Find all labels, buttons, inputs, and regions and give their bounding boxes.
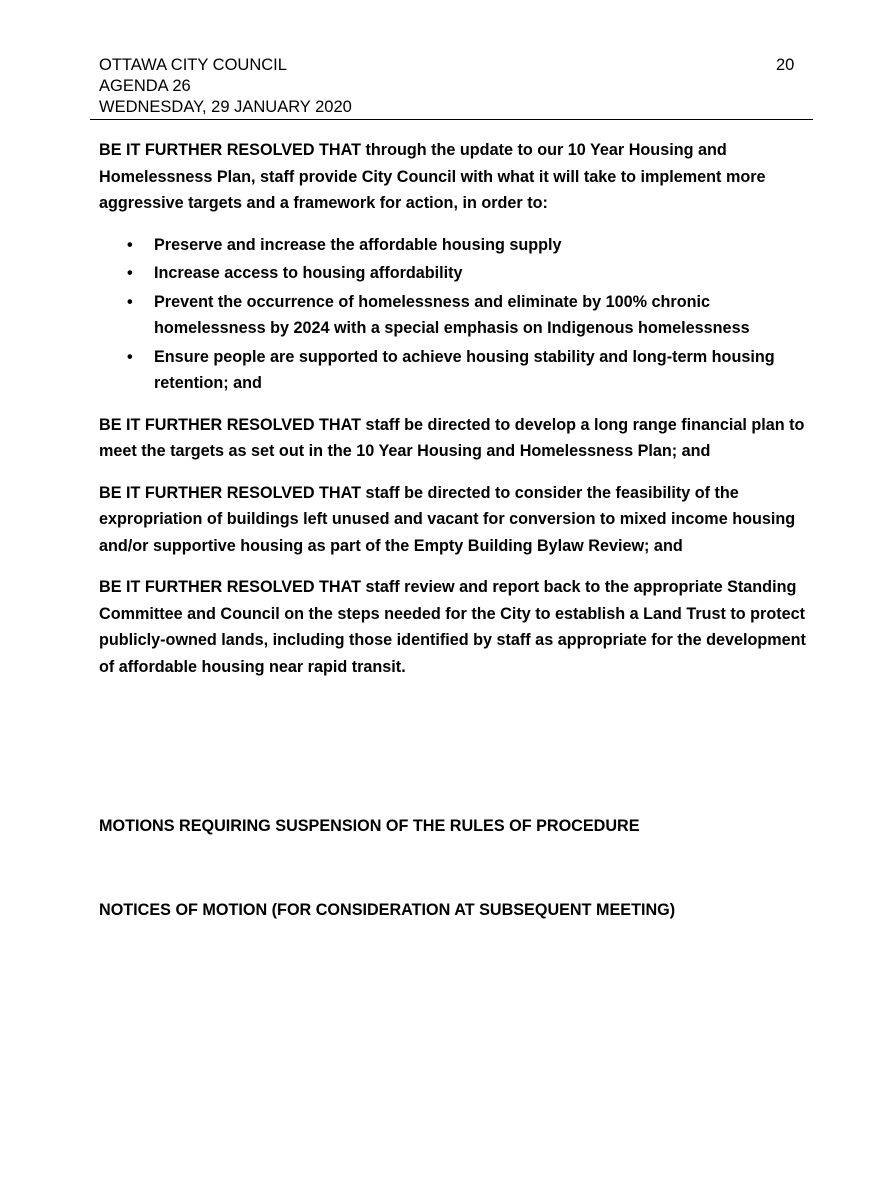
header-agenda: AGENDA 26 [99, 77, 191, 95]
bullet-icon: • [127, 264, 133, 282]
list-item [99, 232, 794, 259]
bullet-icon: • [127, 235, 133, 254]
resolution-intro [99, 137, 814, 217]
list-item-text: Increase access to housing affordability [154, 264, 463, 282]
document-body [99, 137, 814, 695]
list-item-text: Prevent the occurrence of homelessness and eliminate by 100% chronic homelessness by 2024 with a special emphasis on Indigenous homelessness [154, 292, 750, 337]
bullet-icon: • [127, 292, 133, 311]
resolution-text: through the update to our 10 Year Housing and Homelessness Plan, staff provide City Council with what it will take to implement more aggressive targets and a framework for action, in order to: [99, 141, 766, 212]
bullet-list [99, 232, 814, 397]
page-header [99, 55, 799, 118]
resolution-lead: BE IT FURTHER RESOLVED THAT [99, 415, 361, 434]
resolution-lead: BE IT FURTHER RESOLVED THAT [99, 578, 361, 596]
resolution-land-trust [99, 574, 814, 680]
list-item [99, 260, 794, 287]
resolution-text: staff be directed to consider the feasibility of the expropriation of buildings left unused and vacant for conversion to mixed income housing and/or supportive housing as part of the Empty Building Bylaw Review; and [99, 483, 796, 555]
list-item [99, 344, 794, 397]
page-number: 20 [776, 56, 795, 74]
header-org: OTTAWA CITY COUNCIL [99, 56, 287, 74]
bullet-icon: • [127, 347, 133, 366]
resolution-financial-plan [99, 412, 814, 465]
header-divider [90, 119, 813, 120]
resolution-text: staff be directed to develop a long range financial plan to meet the targets as set out in the 10 Year Housing and Homelessness Plan; and [99, 415, 805, 460]
heading-suspension: MOTIONS REQUIRING SUSPENSION OF THE RULES OF PROCEDURE [99, 817, 640, 835]
list-item-text: Ensure people are supported to achieve housing stability and long-term housing retention; and [154, 347, 775, 392]
header-date: WEDNESDAY, 29 JANUARY 2020 [99, 98, 352, 116]
resolution-lead: BE IT FURTHER RESOLVED THAT [99, 483, 361, 502]
resolution-text: staff review and report back to the appropriate Standing Committee and Council on the steps needed for the City to establish a Land Trust to protect publicly-owned lands, including those identified by staff as appropriate for the development of affordable housing near rapid transit. [99, 578, 806, 676]
heading-notices-of-motion: NOTICES OF MOTION (FOR CONSIDERATION AT SUBSEQUENT MEETING) [99, 901, 676, 919]
list-item [99, 289, 794, 342]
resolution-expropriation [99, 480, 814, 560]
resolution-lead: BE IT FURTHER RESOLVED THAT [99, 141, 361, 159]
list-item-text: Preserve and increase the affordable housing supply [154, 235, 562, 254]
